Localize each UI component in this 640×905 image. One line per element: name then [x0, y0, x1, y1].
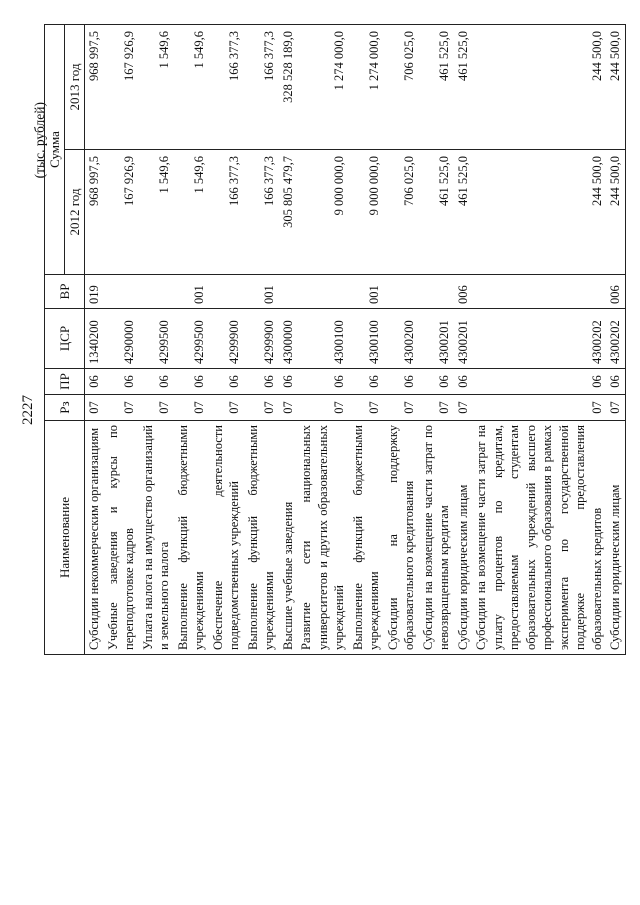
table-row: [139, 25, 174, 655]
row-pr: 06: [279, 369, 298, 395]
row-value-2012: 166 377,3: [244, 150, 279, 275]
row-name: Уплата налога на имущество организаций и земельного налога: [139, 421, 174, 655]
table-row: [244, 25, 279, 655]
table-row: [419, 25, 454, 655]
row-csr: 4300000: [279, 309, 298, 369]
row-pr: 06: [85, 369, 104, 395]
row-value-2012: 461 525,0: [454, 150, 473, 275]
row-csr: 4300100: [297, 309, 349, 369]
header-pr: ПР: [45, 369, 85, 395]
row-rz: 07: [209, 395, 244, 421]
row-name: Субсидии на возмещение части затрат по невозвращенным кредитам: [419, 421, 454, 655]
row-value-2013: 1 274 000,0: [297, 25, 349, 150]
row-value-2013: 461 525,0: [454, 25, 473, 150]
row-csr: 4299900: [209, 309, 244, 369]
row-pr: 06: [349, 369, 384, 395]
row-value-2012: 706 025,0: [384, 150, 419, 275]
units-label: (тыс. рублей): [32, 102, 47, 179]
row-csr: 4300202: [472, 309, 606, 369]
row-value-2013: 1 549,6: [174, 25, 209, 150]
table-body: [85, 25, 626, 655]
row-pr: 06: [454, 369, 473, 395]
row-csr: 4299500: [174, 309, 209, 369]
row-vr: [104, 275, 139, 309]
row-name: Субсидии на возмещение части затрат на уплату процентов по кредитам, предоставляемым студентам образовательных учреждений высшего профессионального образования в рамках эксперимента по государственной поддержке предоставления образовательных кредитов: [472, 421, 606, 655]
row-csr: 4300200: [384, 309, 419, 369]
row-name: Выполнение функций бюджетными учреждениями: [244, 421, 279, 655]
header-year-2013: 2013 год: [65, 25, 85, 150]
row-rz: 07: [606, 395, 625, 421]
row-vr: 006: [606, 275, 625, 309]
page-number: 2227: [20, 395, 36, 425]
table-row: [85, 25, 104, 655]
header-rz: Рз: [45, 395, 85, 421]
row-csr: 4290000: [104, 309, 139, 369]
row-vr: 006: [454, 275, 473, 309]
table-row: [104, 25, 139, 655]
row-pr: 06: [209, 369, 244, 395]
row-value-2013: 166 377,3: [244, 25, 279, 150]
row-csr: 4299500: [139, 309, 174, 369]
row-name: Субсидии на поддержку образовательного кредитования: [384, 421, 419, 655]
header-name: Наименование: [45, 421, 85, 655]
row-vr: [209, 275, 244, 309]
row-pr: 06: [419, 369, 454, 395]
row-value-2012: 167 926,9: [104, 150, 139, 275]
row-value-2012: 244 500,0: [472, 150, 606, 275]
row-value-2012: 166 377,3: [209, 150, 244, 275]
row-pr: 06: [384, 369, 419, 395]
row-rz: 07: [349, 395, 384, 421]
row-name: Выполнение функций бюджетными учреждениями: [174, 421, 209, 655]
budget-table: [44, 24, 626, 655]
table-row: [174, 25, 209, 655]
row-pr: 06: [174, 369, 209, 395]
row-value-2012: 1 549,6: [139, 150, 174, 275]
row-rz: 07: [297, 395, 349, 421]
row-vr: 001: [244, 275, 279, 309]
row-vr: [297, 275, 349, 309]
row-vr: [419, 275, 454, 309]
row-pr: 06: [606, 369, 625, 395]
row-value-2012: 1 549,6: [174, 150, 209, 275]
row-pr: 06: [244, 369, 279, 395]
table-row: [279, 25, 298, 655]
row-csr: 4300201: [454, 309, 473, 369]
row-rz: 07: [85, 395, 104, 421]
row-value-2012: 9 000 000,0: [297, 150, 349, 275]
row-vr: [384, 275, 419, 309]
table-row: [349, 25, 384, 655]
row-value-2012: 244 500,0: [606, 150, 625, 275]
table-row: [297, 25, 349, 655]
row-vr: 001: [349, 275, 384, 309]
row-rz: 07: [279, 395, 298, 421]
row-name: Субсидии юридическим лицам: [606, 421, 625, 655]
header-summa: Сумма: [45, 25, 65, 275]
table-row: [209, 25, 244, 655]
row-value-2013: 1 549,6: [139, 25, 174, 150]
row-value-2013: 244 500,0: [472, 25, 606, 150]
row-value-2013: 461 525,0: [419, 25, 454, 150]
row-csr: 4299900: [244, 309, 279, 369]
table-row: [454, 25, 473, 655]
row-name: Субсидии юридическим лицам: [454, 421, 473, 655]
row-value-2013: 166 377,3: [209, 25, 244, 150]
row-value-2013: 1 274 000,0: [349, 25, 384, 150]
row-vr: [472, 275, 606, 309]
row-rz: 07: [139, 395, 174, 421]
row-vr: 019: [85, 275, 104, 309]
row-pr: 06: [104, 369, 139, 395]
row-name: Развитие сети национальных университетов и других образовательных учреждений: [297, 421, 349, 655]
row-value-2013: 706 025,0: [384, 25, 419, 150]
row-value-2012: 461 525,0: [419, 150, 454, 275]
row-value-2013: 244 500,0: [606, 25, 625, 150]
row-name: Учебные заведения и курсы по переподготовке кадров: [104, 421, 139, 655]
row-rz: 07: [244, 395, 279, 421]
row-value-2013: 167 926,9: [104, 25, 139, 150]
row-value-2012: 305 805 479,7: [279, 150, 298, 275]
row-value-2013: 328 528 189,0: [279, 25, 298, 150]
row-csr: 4300202: [606, 309, 625, 369]
row-value-2012: 968 997,5: [85, 150, 104, 275]
header-row-1: [45, 25, 65, 655]
row-rz: 07: [472, 395, 606, 421]
row-vr: [279, 275, 298, 309]
row-pr: 06: [297, 369, 349, 395]
row-value-2013: 968 997,5: [85, 25, 104, 150]
row-pr: 06: [139, 369, 174, 395]
table-row: [384, 25, 419, 655]
header-csr: ЦСР: [45, 309, 85, 369]
row-rz: 07: [384, 395, 419, 421]
row-name: Выполнение функций бюджетными учреждениями: [349, 421, 384, 655]
header-year-2012: 2012 год: [65, 150, 85, 275]
row-pr: 06: [472, 369, 606, 395]
row-csr: 1340200: [85, 309, 104, 369]
row-rz: 07: [104, 395, 139, 421]
row-name: Высшие учебные заведения: [279, 421, 298, 655]
row-rz: 07: [454, 395, 473, 421]
row-vr: 001: [174, 275, 209, 309]
row-value-2012: 9 000 000,0: [349, 150, 384, 275]
row-name: Субсидии некоммерческим организациям: [85, 421, 104, 655]
table-row: [472, 25, 606, 655]
row-rz: 07: [174, 395, 209, 421]
table-row: [606, 25, 625, 655]
row-csr: 4300201: [419, 309, 454, 369]
row-rz: 07: [419, 395, 454, 421]
row-name: Обеспечение деятельности подведомственных учреждений: [209, 421, 244, 655]
header-vr: ВР: [45, 275, 85, 309]
row-csr: 4300100: [349, 309, 384, 369]
row-vr: [139, 275, 174, 309]
